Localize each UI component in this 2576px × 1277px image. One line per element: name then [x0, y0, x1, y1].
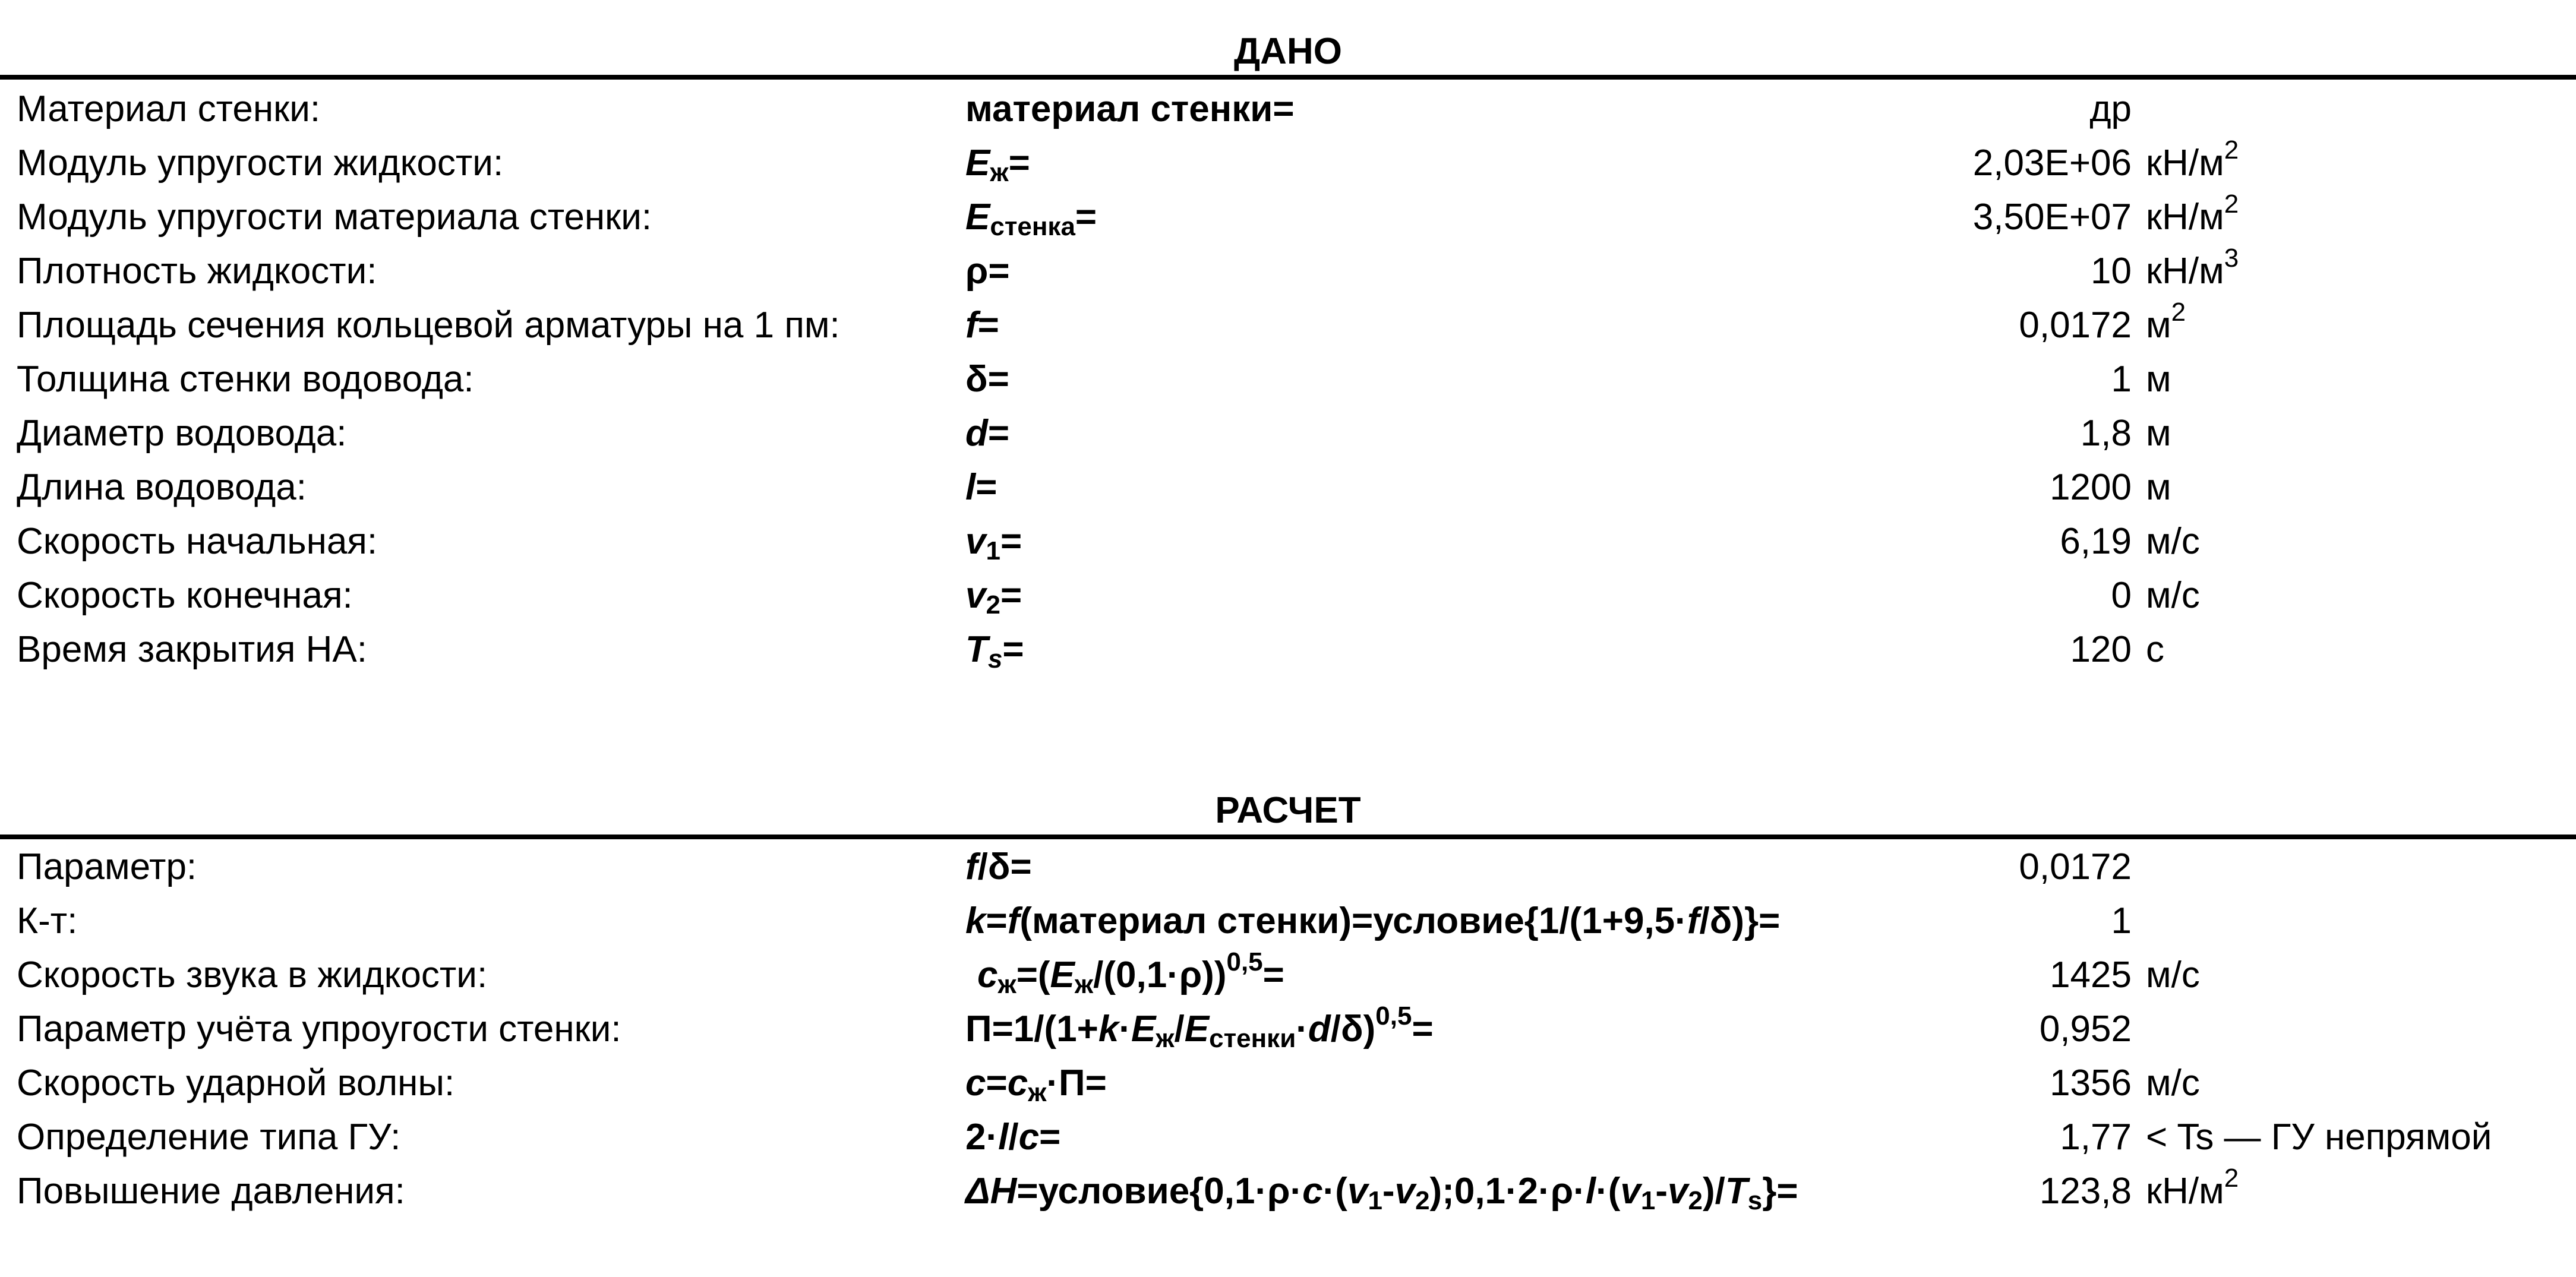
- row-unit: м/с: [2146, 521, 2200, 562]
- row-formula: $v_1=$: [965, 521, 1022, 565]
- row-unit: с: [2146, 629, 2164, 670]
- row-formula: ρ=: [965, 251, 1010, 292]
- row-unit: $кН/м^3$: [2146, 244, 2239, 292]
- row-unit: м/с: [2146, 575, 2200, 616]
- row-value: 1200: [2050, 467, 2132, 508]
- row-formula: 2·l/c=: [965, 1117, 1061, 1158]
- row-label: Скорость начальная:: [17, 521, 378, 562]
- row-formula: $c_ж=(E_ж/(0,1\cdot\rho))^{0,5}=$: [977, 947, 1284, 999]
- row-label: Модуль упругости жидкости:: [17, 143, 504, 184]
- row-formula: $П=1/(1+k\cdot E_ж/E_{стенки}\cdot d/\delta)^{0,5}=$: [965, 1001, 1434, 1053]
- given-row-v2: [0, 568, 2576, 622]
- row-formula: f=: [965, 305, 999, 346]
- calc-row-pressure-rise: [0, 1164, 2576, 1218]
- row-unit: м/с: [2146, 1063, 2200, 1104]
- calc-section-rule: [0, 835, 2576, 839]
- row-formula: d=: [965, 413, 1010, 454]
- row-value: 1: [2111, 900, 2132, 941]
- calc-row-hammer-type: [0, 1110, 2576, 1164]
- row-label: Длина водовода:: [17, 467, 307, 508]
- row-unit: м: [2146, 413, 2171, 454]
- row-value: 6,19: [2060, 521, 2132, 562]
- row-formula: $v_2=$: [965, 575, 1022, 619]
- row-unit: м/с: [2146, 954, 2200, 995]
- given-row-v1: [0, 514, 2576, 568]
- given-row-wall-thickness: [0, 352, 2576, 406]
- row-label: Площадь сечения кольцевой арматуры на 1 пм:: [17, 305, 840, 346]
- row-value: 3,50E+07: [1972, 197, 2132, 238]
- row-value: 0,0172: [2019, 305, 2132, 346]
- row-value: др: [2089, 88, 2132, 129]
- row-label: Параметр учёта упроугости стенки:: [17, 1009, 621, 1050]
- row-label: Повышение давления:: [17, 1171, 405, 1212]
- row-label: Определение типа ГУ:: [17, 1117, 401, 1158]
- row-value: 2,03E+06: [1972, 143, 2132, 184]
- row-label: Диаметр водовода:: [17, 413, 347, 454]
- calc-row-parameter: [0, 840, 2576, 894]
- row-unit: $м^2$: [2146, 298, 2186, 346]
- row-label: Плотность жидкости:: [17, 251, 377, 292]
- row-label: Скорость звука в жидкости:: [17, 954, 488, 995]
- row-value: 0,0172: [2019, 846, 2132, 887]
- row-formula: $E_ж=$: [965, 143, 1030, 187]
- row-unit: м: [2146, 467, 2171, 508]
- given-section-title: ДАНО: [1234, 31, 1342, 72]
- row-label: Скорость ударной волны:: [17, 1063, 455, 1104]
- row-label: Модуль упругости материала стенки:: [17, 197, 652, 238]
- row-unit: $кН/м^2$: [2146, 1164, 2239, 1212]
- given-row-length: [0, 460, 2576, 514]
- row-unit: $кН/м^2$: [2146, 135, 2239, 184]
- row-value: 123,8: [2039, 1171, 2132, 1212]
- given-row-material: [0, 82, 2576, 136]
- row-formula: $\Delta H=условие\{0,1\cdot\rho\cdot c\cdot(v_1-v_2);0,1\cdot 2\cdot\rho\cdot l\cdot(v_1-v_2)/T_s\}=$: [965, 1171, 1798, 1215]
- given-row-e-liquid: [0, 136, 2576, 190]
- given-row-density: [0, 244, 2576, 298]
- row-formula: $T_s=$: [965, 629, 1024, 674]
- row-unit: < Ts — ГУ непрямой: [2146, 1117, 2492, 1158]
- calc-row-wave-speed: [0, 1056, 2576, 1110]
- row-label: Толщина стенки водовода:: [17, 359, 474, 400]
- row-value: 1356: [2050, 1063, 2132, 1104]
- row-value: 120: [2070, 629, 2132, 670]
- row-formula: δ=: [965, 359, 1009, 400]
- calc-section-title: РАСЧЕТ: [1215, 790, 1361, 831]
- given-row-diameter: [0, 406, 2576, 460]
- row-value: 1: [2111, 359, 2132, 400]
- row-label: Скорость конечная:: [17, 575, 353, 616]
- row-formula: k=f(материал стенки)=условие{1/(1+9,5·f/δ)}=: [965, 900, 1781, 941]
- calc-row-elasticity-parameter: [0, 1002, 2576, 1056]
- row-value: 1425: [2050, 954, 2132, 995]
- row-formula: $E_{стенка}=$: [965, 197, 1097, 241]
- row-formula: $c=c_ж\cdot П=$: [965, 1063, 1107, 1107]
- row-unit: $кН/м^2$: [2146, 189, 2239, 238]
- row-value: 1,8: [2080, 413, 2132, 454]
- given-section-rule: [0, 75, 2576, 80]
- row-label: Время закрытия НА:: [17, 629, 367, 670]
- row-value: 0: [2111, 575, 2132, 616]
- given-row-e-wall: [0, 190, 2576, 244]
- row-label: Параметр:: [17, 846, 197, 887]
- calc-row-coefficient: [0, 894, 2576, 948]
- given-row-closing-time: [0, 622, 2576, 677]
- row-label: Материал стенки:: [17, 88, 321, 129]
- calc-row-sound-speed: [0, 948, 2576, 1002]
- row-value: 1,77: [2060, 1117, 2132, 1158]
- row-value: 10: [2091, 251, 2132, 292]
- given-row-rebar-area: [0, 298, 2576, 352]
- row-unit: м: [2146, 359, 2171, 400]
- row-label: К-т:: [17, 900, 78, 941]
- row-formula: f/δ=: [965, 846, 1032, 887]
- row-formula: l=: [965, 467, 997, 508]
- row-formula: материал стенки=: [965, 88, 1295, 129]
- row-value: 0,952: [2039, 1009, 2132, 1050]
